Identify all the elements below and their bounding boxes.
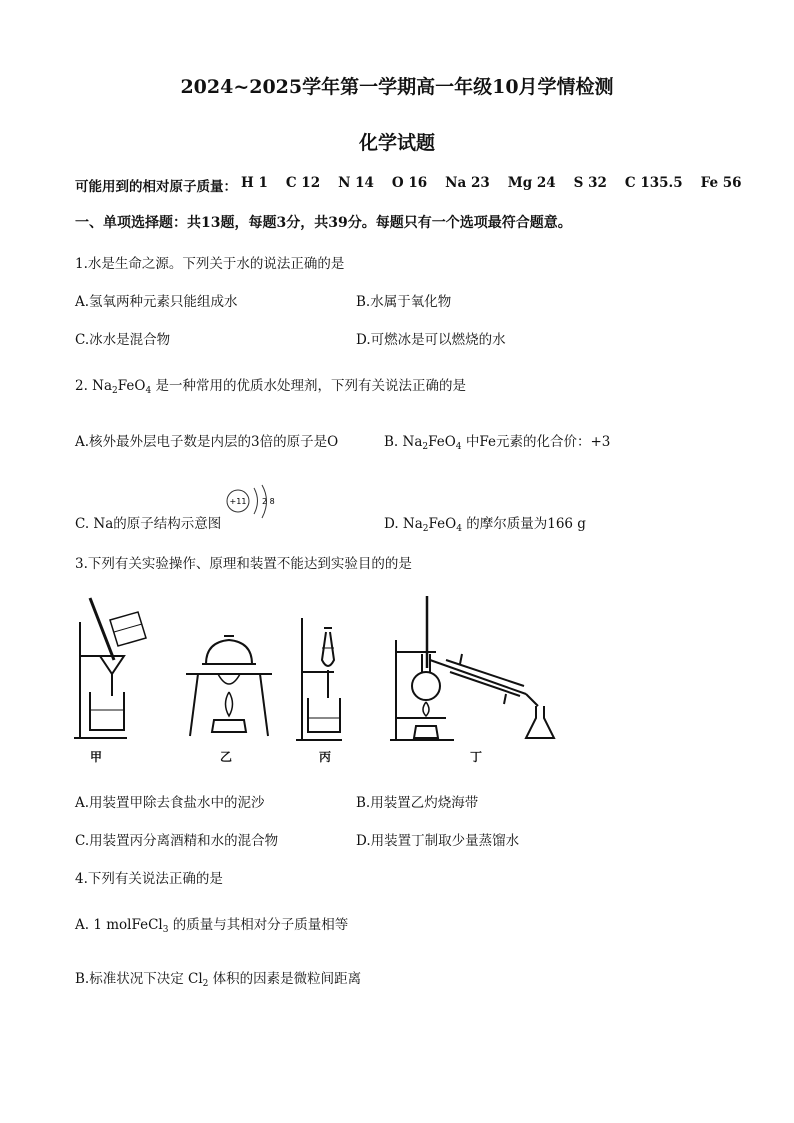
q1-option-c: C.冰水是混合物 xyxy=(75,332,171,348)
apparatus-ding-distillation xyxy=(386,594,558,744)
q1-option-a: A.氢氧两种元素只能组成水 xyxy=(75,294,238,310)
apparatus-label-jia: 甲 xyxy=(89,750,102,764)
q3-option-d: D.用装置丁制取少量蒸馏水 xyxy=(356,833,520,849)
mass-item: C 135.5 xyxy=(624,175,683,191)
apparatus-yi-burning xyxy=(184,632,274,742)
q2-option-a: A.核外最外层电子数是内层的3倍的原子是O xyxy=(75,434,339,450)
mass-item: H 1 xyxy=(241,175,268,191)
atomic-masses-line xyxy=(75,175,742,195)
q4-stem: 4.下列有关说法正确的是 xyxy=(75,871,223,887)
q1-option-b: B.水属于氧化物 xyxy=(356,294,452,310)
apparatus-label-bing: 丙 xyxy=(318,750,331,764)
q1-stem: 1.水是生命之源。下列关于水的说法正确的是 xyxy=(75,256,345,272)
mass-item: S 32 xyxy=(573,175,607,191)
apparatus-label-ding: 丁 xyxy=(469,750,482,764)
atomic-masses-label: 可能用到的相对原子质量： xyxy=(75,179,237,195)
q2-option-c: C. Na的原子结构示意图 xyxy=(75,516,222,532)
apparatus-label-yi: 乙 xyxy=(219,750,232,764)
q4-option-b: B.标准状况下决定 $Cl_2$ 体积的因素是微粒间距离 xyxy=(75,971,362,989)
q3-option-c: C.用装置丙分离酒精和水的混合物 xyxy=(75,833,279,849)
q4-option-a: A. 1 molFeCl$_3$ 的质量与其相对分子质量相等 xyxy=(75,917,349,935)
na-atom-structure-diagram xyxy=(224,482,284,528)
mass-item: O 16 xyxy=(391,175,428,191)
exam-title: 2024~2025学年第一学期高一年级10月学情检测 xyxy=(180,76,614,98)
q1-option-d: D.可燃冰是可以燃烧的水 xyxy=(356,332,506,348)
q2-option-b: B. $Na_2FeO_4$ 中Fe元素的化合价：+3 xyxy=(384,434,611,452)
apparatus-jia-filtration xyxy=(72,592,162,742)
atom-nucleus-label: +11 xyxy=(229,497,247,506)
q3-stem: 3.下列有关实验操作、原理和装置不能达到实验目的的是 xyxy=(75,556,412,572)
mass-item: Mg 24 xyxy=(507,175,556,191)
mass-item: Fe 56 xyxy=(700,175,742,191)
apparatus-bing-separation xyxy=(296,614,356,744)
mass-item: N 14 xyxy=(338,175,374,191)
q3-option-a: A.用装置甲除去食盐水中的泥沙 xyxy=(75,795,265,811)
exam-subtitle: 化学试题 xyxy=(358,132,435,154)
q2-option-d: D. $Na_2FeO_4$ 的摩尔质量为166 g xyxy=(384,516,586,534)
q2-stem: 2. $Na_2FeO_4$ 是一种常用的优质水处理剂，下列有关说法正确的是 xyxy=(75,378,466,396)
section-heading: 一、单项选择题：共13题，每题3分，共39分。每题只有一个选项最符合题意。 xyxy=(75,215,572,231)
q3-option-b: B.用装置乙灼烧海带 xyxy=(356,795,479,811)
mass-item: C 12 xyxy=(285,175,321,191)
atom-shells-label: 2 8 xyxy=(262,497,275,506)
mass-item: Na 23 xyxy=(445,175,490,191)
